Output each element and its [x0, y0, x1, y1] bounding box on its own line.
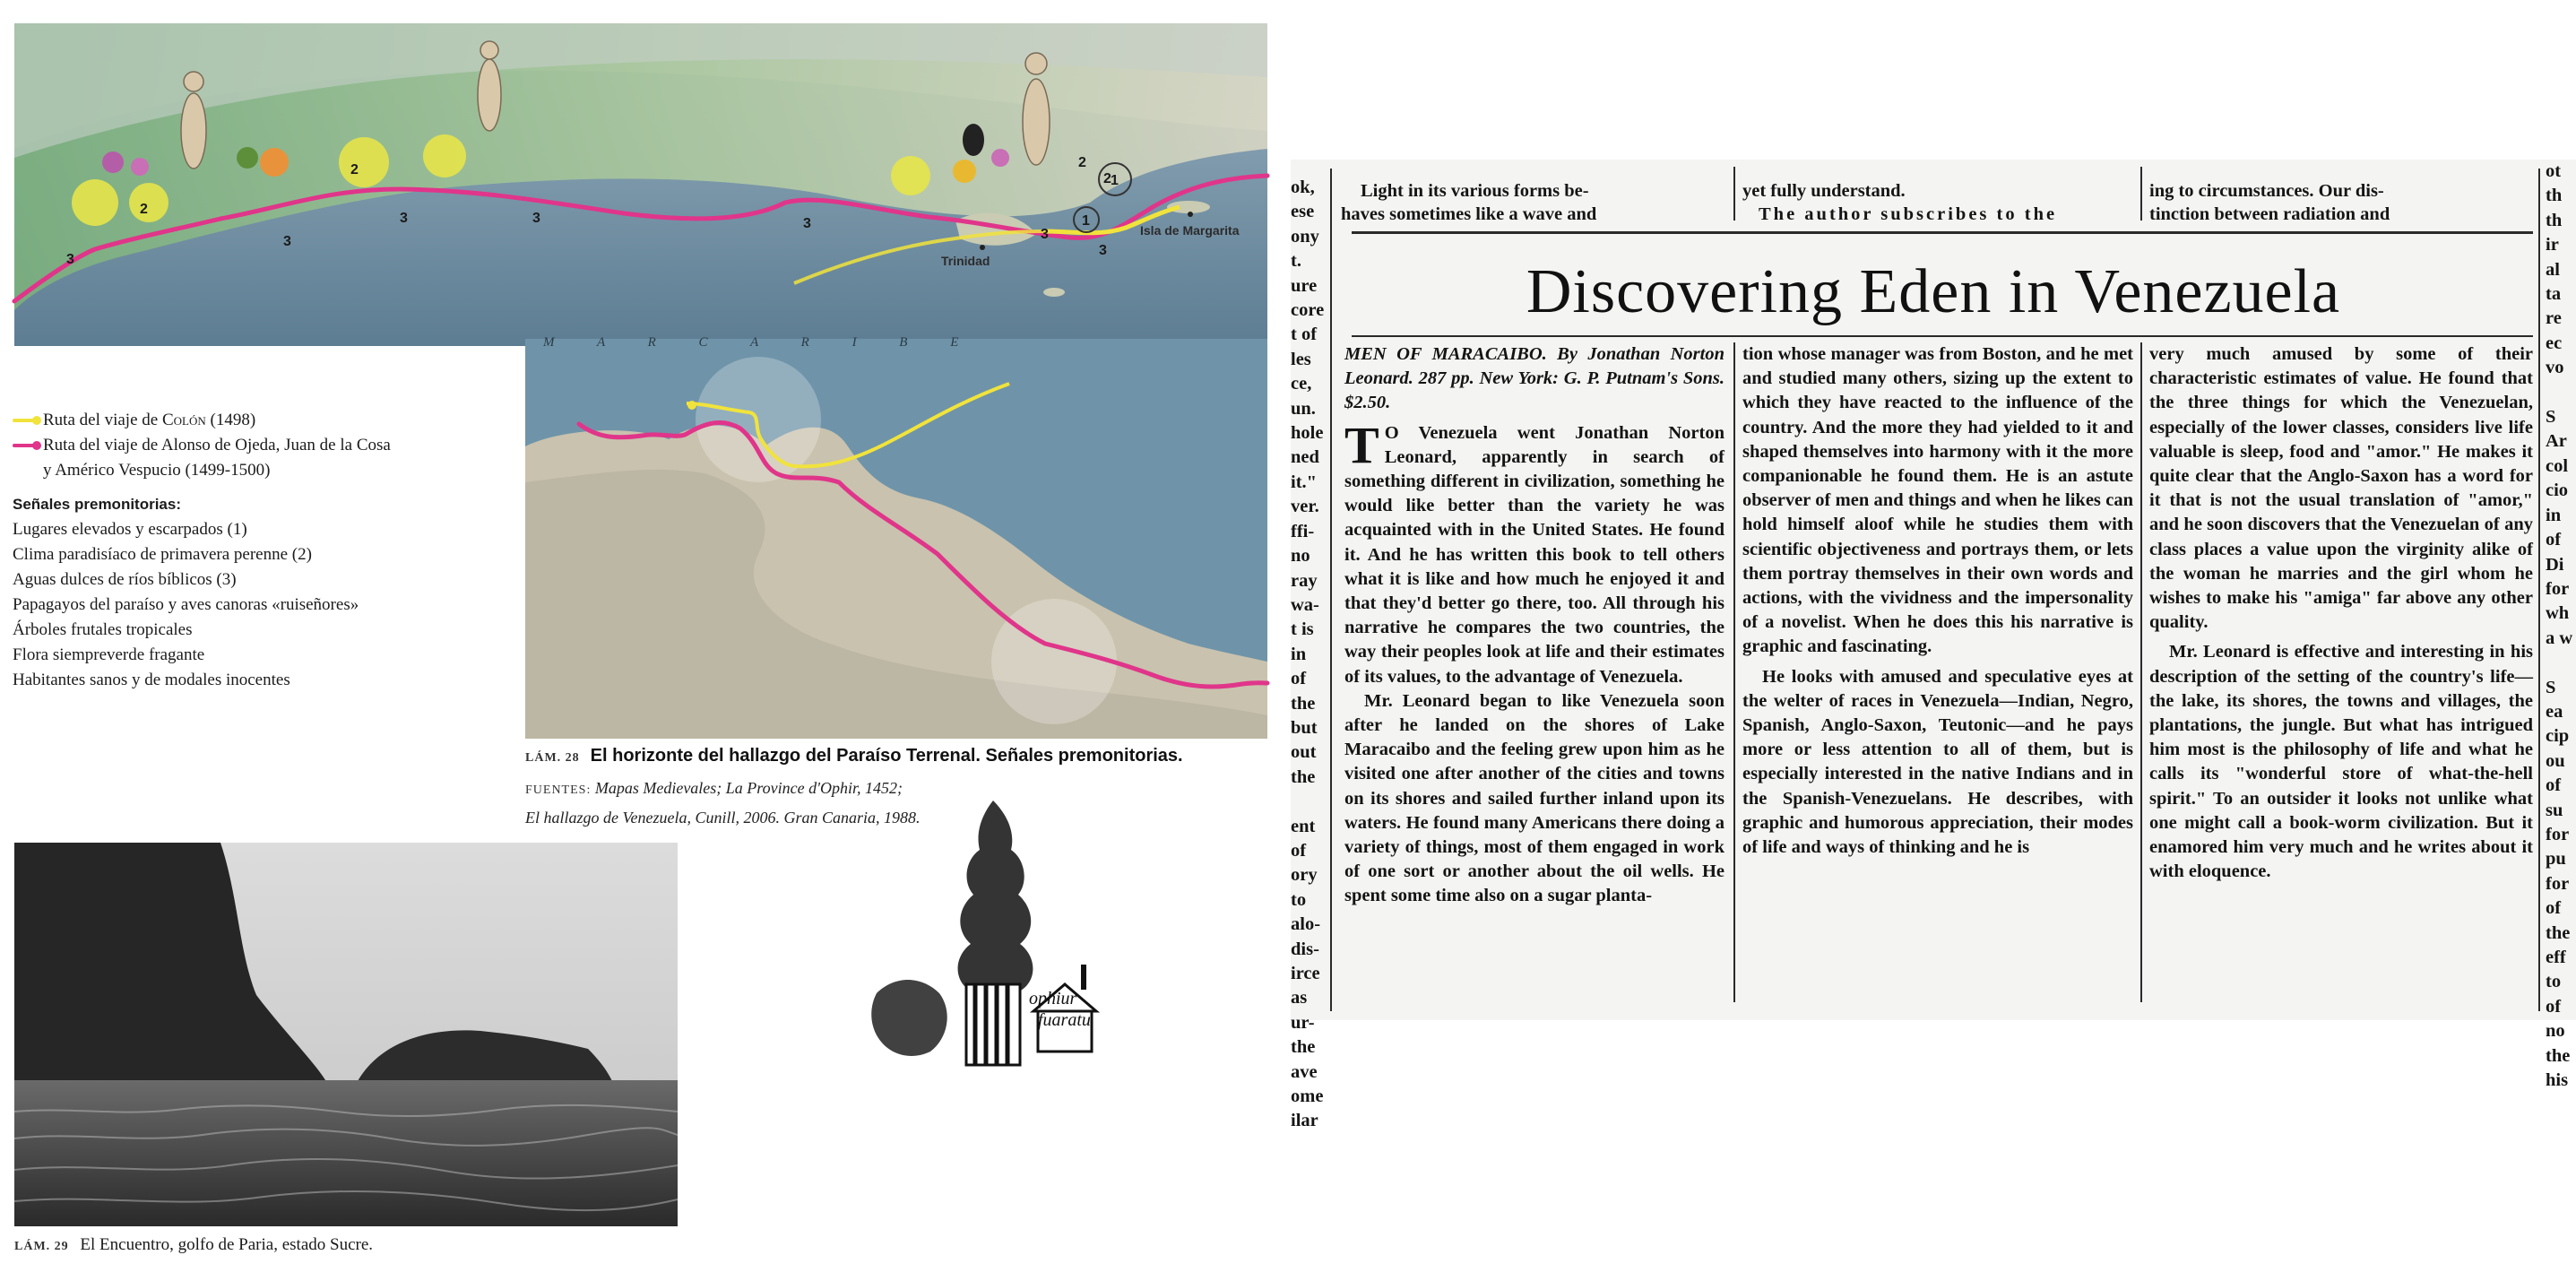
route-number-1: 1: [1082, 213, 1090, 229]
route-number-3: 3: [1041, 227, 1049, 242]
legend-ojeda-line2: y Américo Vespucio (1499-1500): [43, 461, 271, 480]
article-paragraph: Mr. Leonard began to like Venezuela soon after he landed on the shores of Lake Maracaibo and the feeling grew upon him as he visited one after another of the cities and towns on its shores and sailed further inland upon its waters. He found many Americans there doing a variety of things, most of them engaged in work of one sort or another about the oil wells. He spent some time also on a sugar planta-: [1344, 690, 1725, 906]
plate28-map-detail: [525, 335, 1267, 739]
sources-line1: Mapas Medievales; La Province d'Ophir, 1452;: [594, 779, 903, 797]
relief-map-strip: [14, 23, 1267, 346]
plate29-title: El Encuentro, golfo de Paria, estado Sucre.: [80, 1235, 374, 1254]
plate28-title: El horizonte del hallazgo del Paraíso Terrenal. Señales premonitorias.: [590, 746, 1183, 766]
article-paragraph: very much amused by some of their characteristic estimates of value. He found that the three things for which the Venezuelan, especially of the lower classes, considers live life valuable is sleep, food and "amor." He makes it quite clear that the Anglo-Saxon has a word for it that is not the usual translation of "amor," and he soon discovers that the Venezuelan of any class places a value upon the virginity alike of the woman he marries and the girl whom he wishes to make his "amiga" far above any other quality.: [2149, 344, 2533, 633]
legend-signal-item: Clima paradisíaco de primavera perenne (2): [13, 545, 312, 564]
top-mid-line1: yet fully understand.: [1742, 181, 1906, 201]
newspaper-clipping: [1291, 160, 2576, 1131]
ojeda-route-swatch: [13, 444, 38, 447]
sea-label-mar-caribe: M A R C A R I B E: [543, 335, 979, 350]
place-label-margarita: Isla de Margarita: [1140, 223, 1240, 238]
column-rule: [2140, 342, 2142, 1002]
woodcut-text-line1: ophiur: [1029, 989, 1077, 1008]
legend-signal-item: Aguas dulces de ríos bíblicos (3): [13, 570, 237, 589]
legend-colon-years: (1498): [205, 411, 256, 429]
route-number-3: 3: [1099, 243, 1107, 258]
top-left-line1: Light in its various forms be-: [1361, 181, 1589, 201]
plate29-caption: [14, 1235, 678, 1255]
plate29-label: LÁM. 29: [14, 1240, 69, 1253]
plate28-label: LÁM. 28: [525, 751, 580, 765]
headline-rule: [1352, 335, 2533, 337]
drop-cap: T: [1344, 415, 1379, 474]
legend-signals-heading: Señales premonitorias:: [13, 496, 182, 513]
legend-signal-item: Flora siempreverde fragante: [13, 645, 205, 664]
route-number-3: 3: [283, 234, 291, 249]
woodcut-text-line2: fuaratu: [1038, 1010, 1091, 1030]
book-citation: MEN OF MARACAIBO. By Jonathan Norton Leonard. 287 pp. New York: G. P. Putnam's Sons. $2.50.: [1344, 344, 1725, 413]
route-number-3: 3: [66, 252, 74, 267]
plate28-map-top: [14, 23, 1267, 346]
legend-ojeda-line1: Ruta del viaje de Alonso de Ojeda, Juan de la Cosa: [43, 436, 391, 454]
top-right-line1: ing to circumstances. Our dis-: [2149, 181, 2384, 201]
map-legend: [13, 408, 514, 693]
top-right-line2: tinction between radiation and: [2149, 204, 2390, 224]
plate29-photo: [14, 843, 678, 1226]
woodcut-illustration: [868, 796, 1137, 1069]
route-number-2: 2: [1078, 155, 1086, 170]
sources-label: FUENTES:: [525, 783, 592, 797]
route-number-1: 1: [1111, 173, 1119, 188]
legend-signal-item: Lugares elevados y escarpados (1): [13, 520, 247, 539]
legend-signal-item: Habitantes sanos y de modales inocentes: [13, 671, 290, 689]
legend-ojeda-route: [13, 433, 514, 458]
route-number-3: 3: [400, 211, 408, 226]
right-edge-fragments: ot th th ir al ta re ec vo S Ar col cio in of Di for wh a w S ea cip ou of su for pu for of the eff to of no the his: [2546, 161, 2573, 1091]
ophir-woodcut: [868, 796, 1137, 1069]
article-paragraph: Mr. Leonard is effective and interesting in his description of the setting of the country's life—the lake, its shores, the towns and villages, the plantations, the jungle. But what has intrigued him most is the philosophy of life and what he calls its "wonderful store of what-the-hell spirit." To an outsider it looks not unlike what one might call a book-worm civilization. But it enamored him very much and he writes about it with eloquence.: [2149, 642, 2533, 882]
left-edge-fragments: ok, ese ony t. ure core t of les ce, un. hole ned it." ver. ffi- no ray wa- t is in of the but out the ent of ory to alo- dis- irce as ur- the ave ome ilar: [1291, 177, 1325, 1131]
top-left-line2: haves sometimes like a wave and: [1341, 204, 1597, 224]
gulf-of-paria-photo: [14, 843, 678, 1226]
sources-line2: El hallazgo de Venezuela, Cunill, 2006. Gran Canaria, 1988.: [525, 809, 921, 827]
column-rule: [1733, 342, 1735, 1002]
place-label-trinidad: Trinidad: [941, 254, 990, 268]
top-mid-line2: The author subscribes to the: [1759, 204, 2058, 224]
article-headline: Discovering Eden in Venezuela: [1526, 257, 2341, 326]
legend-colon-name: Colón: [161, 411, 206, 429]
legend-colon-prefix: Ruta del viaje de: [43, 411, 162, 429]
article-paragraph: tion whose manager was from Boston, and he met and studied many others, sizing up the extent to which they have reacted to the influence of the country. And the more they had yielded to it and shaped themselves into harmony with it the more companionable he found them. He is an astute observer of men and things and when he likes can hold himself aloof while he studies them with scientific objectiveness and portrays them, or lets them portray themselves in their own words and actions, with the vividness and the impersonality of a novelist. When he does this his narrative is graphic and fascinating.: [1742, 344, 2133, 657]
article-paragraph: [1344, 415, 1725, 689]
legend-signal-item: Papagayos del paraíso y aves canoras «ruiseñores»: [13, 595, 359, 614]
column-rule: [1733, 167, 1735, 221]
legend-signal-item: Árboles frutales tropicales: [13, 620, 193, 639]
colon-route-swatch: [13, 419, 38, 422]
route-number-2: 2: [1103, 171, 1111, 186]
article-column-2: [1742, 342, 2133, 860]
article-column-1: [1344, 342, 1725, 909]
paragraph-text: O Venezuela went Jonathan Norton Leonard, apparently in search of something different in civilization, something he would like better than the variety he was acquainted with in the United States. He found it. And he has written this book to tell others what it is like and how much he enjoyed it and that they'd better go there, too. All through his narrative he compares the two countries, the way their peoples look at life and their estimates of its values, to the advantage of Venezuela.: [1344, 422, 1725, 687]
route-number-2: 2: [140, 202, 148, 217]
route-number-3: 3: [532, 211, 540, 226]
legend-colon-route: [13, 408, 514, 433]
article-paragraph: He looks with amused and speculative eyes at the welter of races in Venezuela—Indian, Negro, Spanish, Anglo-Saxon, Teutonic—and he pays more or less attention to all of them, but is especially interested in the native Indians and in the Spanish-Venezuelans. He describes, with graphic and humorous appreciation, their modes of life and ways of thinking and he is: [1742, 666, 2133, 858]
article-column-3: [2149, 342, 2533, 884]
column-rule: [2140, 167, 2142, 221]
headline-rule: [1352, 231, 2533, 234]
route-number-2: 2: [350, 162, 359, 177]
plate28-caption: [525, 746, 1269, 766]
route-number-3: 3: [803, 216, 811, 231]
